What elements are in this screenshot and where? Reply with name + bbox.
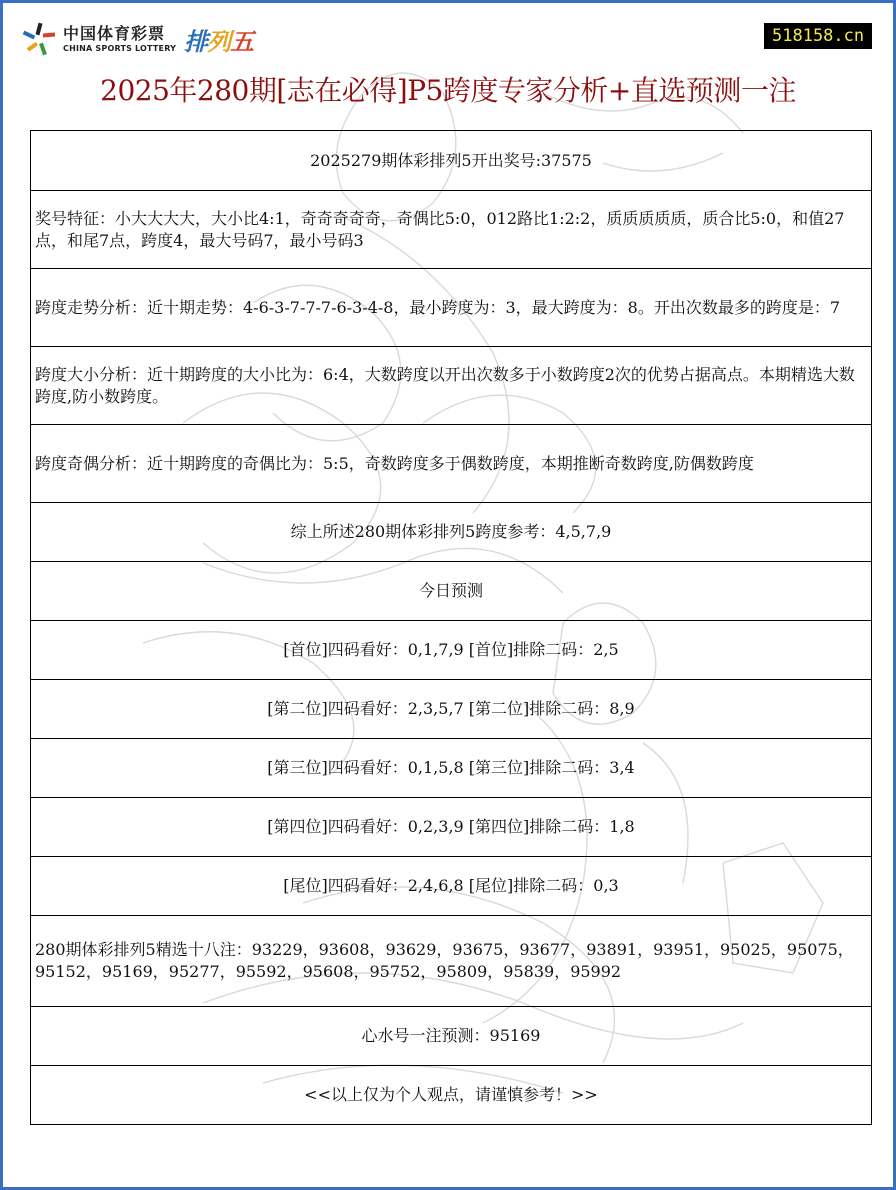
span-parity-row — [31, 424, 871, 502]
span-size-row — [31, 346, 871, 424]
span-size-text: 跨度大小分析：近十期跨度的大小比为：6:4，大数跨度以开出次数多于小数跨度2次的优势占据高点。本期精选大数跨度,防小数跨度。 — [35, 364, 855, 406]
position-row-last — [31, 856, 871, 915]
position-row-fourth — [31, 797, 871, 856]
logo-char-1: 排 — [184, 27, 208, 56]
last-draw-text: 2025279期体彩排列5开出奖号:37575 — [310, 150, 592, 170]
page-title: 2025年280期[志在必得]P5跨度专家分析+直选预测一注 — [100, 74, 796, 107]
span-trend-row — [31, 268, 871, 346]
position-row-first — [31, 620, 871, 679]
today-prediction-heading-row — [31, 561, 871, 620]
span-reference-row — [31, 502, 871, 561]
analysis-table — [30, 130, 872, 1125]
pailie5-logo-text — [184, 22, 253, 57]
disclaimer-text: <<以上仅为个人观点，请谨慎参考！>> — [304, 1085, 598, 1104]
last-draw-row — [31, 131, 871, 190]
china-sports-lottery-logo — [21, 21, 253, 57]
position-text-third: [第三位]四码看好：0,1,5,8 [第三位]排除二码：3,4 — [267, 758, 635, 777]
picks-18-row — [31, 915, 871, 1006]
draw-features-text: 奖号特征：小大大大大，大小比4:1，奇奇奇奇奇，奇偶比5:0，012路比1:2:2，质质质质质，质合比5:0，和值27点，和尾7点，跨度4，最大号码7，最小号码3 — [35, 208, 845, 250]
logo-chinese-name: 中国体育彩票 — [63, 23, 166, 43]
position-text-first: [首位]四码看好：0,1,7,9 [首位]排除二码：2,5 — [283, 640, 619, 659]
site-url-badge[interactable]: 518158.cn — [764, 23, 872, 49]
disclaimer-row — [31, 1065, 871, 1124]
span-trend-text: 跨度走势分析：近十期走势：4-6-3-7-7-7-6-3-4-8，最小跨度为：3，最大跨度为：8。开出次数最多的跨度是：7 — [35, 297, 840, 317]
position-text-fourth: [第四位]四码看好：0,2,3,9 [第四位]排除二码：1,8 — [267, 817, 635, 836]
span-parity-text: 跨度奇偶分析：近十期跨度的奇偶比为：5:5，奇数跨度多于偶数跨度，本期推断奇数跨度,防偶数跨度 — [35, 453, 754, 473]
single-pick-text: 心水号一注预测：95169 — [361, 1026, 541, 1045]
logo-char-3: 五 — [230, 27, 254, 56]
picks-18-text: 280期体彩排列5精选十八注：93229，93608，93629，93675，93677，93891，93951，95025，95075，95152，95169，95277，95592，95608，95752，95809，95839，95992 — [35, 940, 854, 981]
today-prediction-heading: 今日预测 — [418, 581, 483, 600]
logo-char-2: 列 — [207, 27, 231, 56]
logo-wordmark — [63, 23, 177, 53]
span-reference-text: 综上所述280期体彩排列5跨度参考：4,5,7,9 — [290, 522, 612, 541]
position-row-third — [31, 738, 871, 797]
lottery-star-icon — [21, 21, 57, 57]
position-row-second — [31, 679, 871, 738]
logo-english-name: CHINA SPORTS LOTTERY — [63, 43, 177, 53]
draw-features-row — [31, 190, 871, 268]
position-text-second: [第二位]四码看好：2,3,5,7 [第二位]排除二码：8,9 — [267, 699, 635, 718]
single-pick-row — [31, 1006, 871, 1065]
position-text-last: [尾位]四码看好：2,4,6,8 [尾位]排除二码：0,3 — [283, 876, 619, 895]
